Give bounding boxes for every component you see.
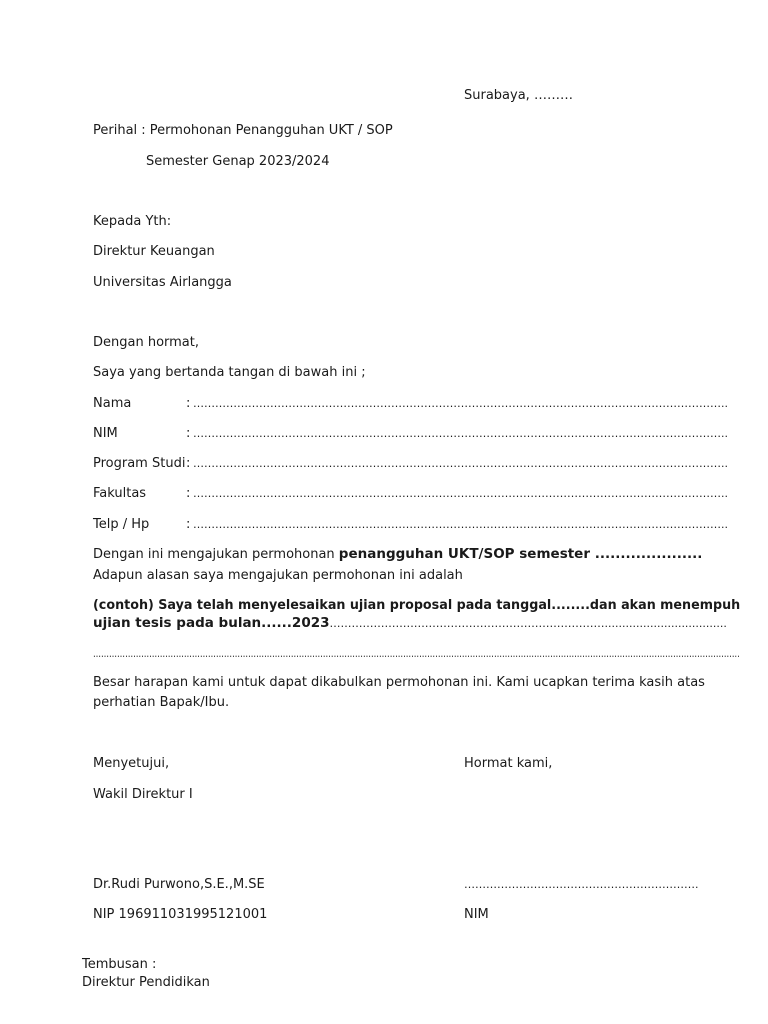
field-label: Fakultas <box>93 486 147 501</box>
field-row-telp <box>93 517 728 533</box>
field-row-nama <box>93 396 728 412</box>
field-row-fakultas <box>93 486 728 502</box>
field-blank: ……………………………………………………………………………………………………………………………….. <box>193 457 728 470</box>
field-colon: : <box>186 456 191 471</box>
field-colon: : <box>186 517 191 532</box>
subject-semester: Semester Genap 2023/2024 <box>146 154 330 169</box>
recipient-salutation: Kepada Yth: <box>93 214 172 229</box>
intro-text: Saya yang bertanda tangan di bawah ini ; <box>93 365 366 380</box>
approver-name: Dr.Rudi Purwono,S.E.,M.SE <box>93 877 265 892</box>
example-line-3: …………………………………………………………………………………………………………………………………………………………………………………………………………………….. <box>93 647 740 660</box>
field-blank: ……………………………………………………………………………………………………………………………….. <box>193 397 728 410</box>
recipient-title: Direktur Keuangan <box>93 244 215 259</box>
field-colon: : <box>186 396 191 411</box>
signer-nim: NIM <box>464 907 489 922</box>
approver-nip: NIP 196911031995121001 <box>93 907 268 922</box>
field-colon: : <box>186 426 191 441</box>
regards-label: Hormat kami, <box>464 756 553 771</box>
field-blank: ……………………………………………………………………………………………………………………………….. <box>193 487 728 500</box>
reason-intro: Adapun alasan saya mengajukan permohonan ini adalah <box>93 568 463 583</box>
closing-line-1: Besar harapan kami untuk dapat dikabulkan permohonan ini. Kami ucapkan terima kasih atas <box>93 675 705 690</box>
example-line-1: (contoh) Saya telah menyelesaikan ujian proposal pada tanggal........dan akan menempuh <box>93 597 741 613</box>
field-row-program-studi <box>93 456 728 472</box>
request-prefix: Dengan ini mengajukan permohonan <box>93 547 339 562</box>
field-blank: ……………………………………………………………………………………………………………………………….. <box>193 427 728 440</box>
place-date: Surabaya, ……… <box>464 88 573 103</box>
request-line <box>93 546 702 563</box>
field-label: Program Studi <box>93 456 186 471</box>
request-bold: penangguhan UKT/SOP semester ..................... <box>338 546 703 562</box>
example-line-2-bold: ujian tesis pada bulan......2023 <box>93 615 330 631</box>
subject-line: Perihal : Permohonan Penangguhan UKT / SOP <box>93 123 393 138</box>
field-blank: ……………………………………………………………………………………………………………………………….. <box>193 518 728 531</box>
greeting: Dengan hormat, <box>93 335 200 350</box>
cc-label: Tembusan : <box>82 957 157 972</box>
field-colon: : <box>186 486 191 501</box>
field-row-nim <box>93 426 728 442</box>
recipient-institution: Universitas Airlangga <box>93 275 232 290</box>
closing-line-2: perhatian Bapak/Ibu. <box>93 695 230 710</box>
example-line-2 <box>93 615 727 632</box>
cc-recipient: Direktur Pendidikan <box>82 975 210 990</box>
field-label: NIM <box>93 426 118 441</box>
approve-label: Menyetujui, <box>93 756 170 771</box>
field-label: Telp / Hp <box>93 517 150 532</box>
field-label: Nama <box>93 396 132 411</box>
approver-position: Wakil Direktur I <box>93 787 193 802</box>
example-line-2-dots: …………………………………………………………………................................... <box>329 617 727 630</box>
signer-name-blank: ………………………………………………………. <box>464 878 699 891</box>
